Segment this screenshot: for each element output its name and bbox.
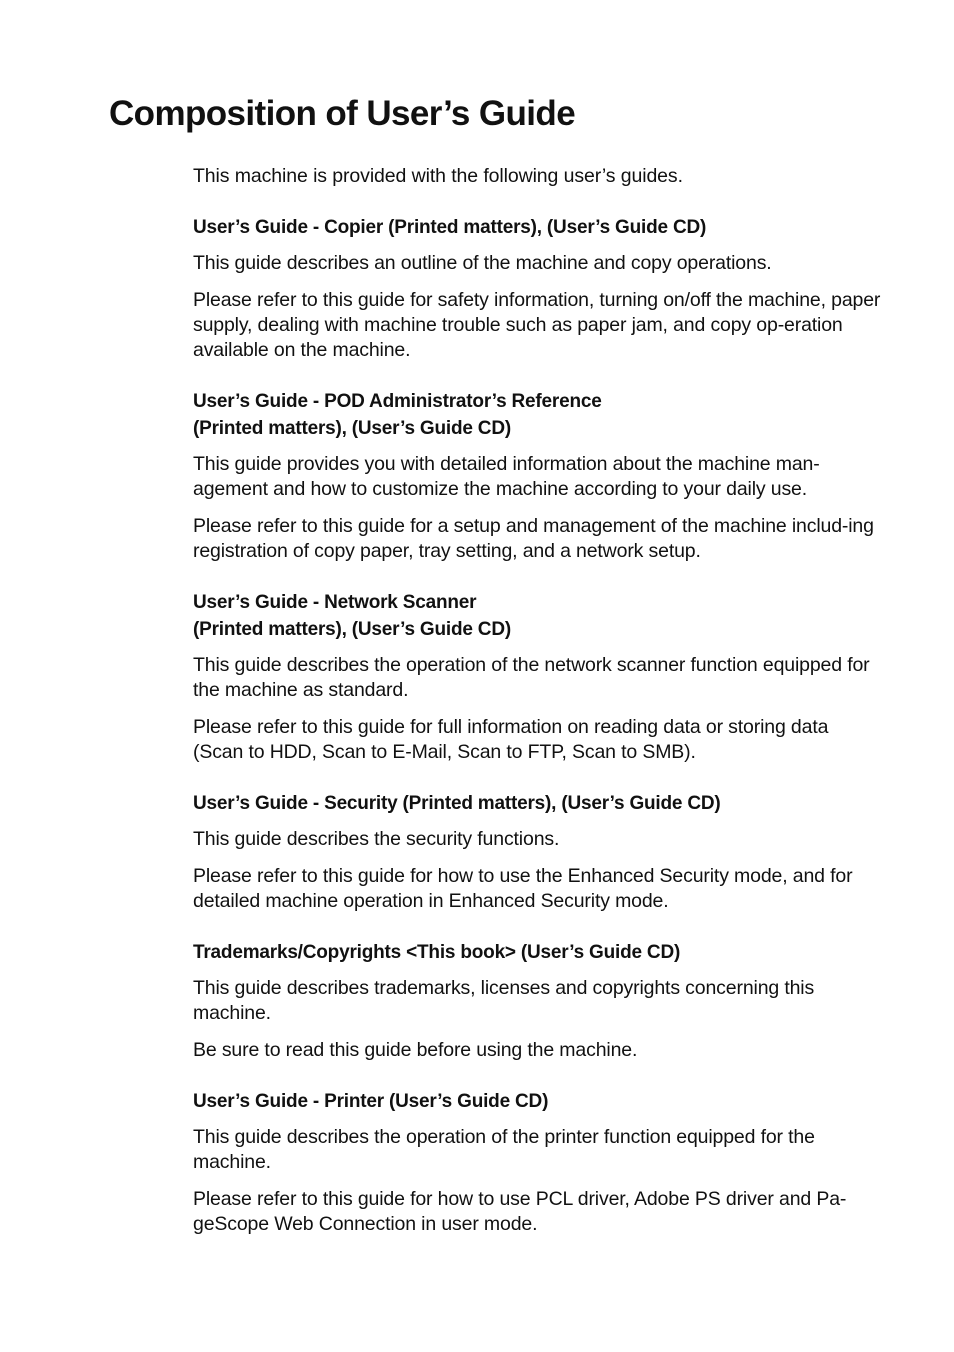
- section-heading-line: User’s Guide - Printer (User’s Guide CD): [193, 1091, 549, 1112]
- section-heading-line: (Printed matters), (User’s Guide CD): [193, 619, 511, 640]
- section-heading: [193, 1088, 883, 1115]
- section-heading: [193, 388, 883, 442]
- section-heading-line: Trademarks/Copyrights <This book> (User’s Guide CD): [193, 942, 681, 963]
- section-paragraph: This guide provides you with detailed information about the machine man-agement and how to customize the machine according to your daily use.: [193, 453, 820, 500]
- guide-section: [193, 790, 883, 914]
- section-paragraph: This guide describes the operation of the printer function equipped for the machine.: [193, 1126, 815, 1173]
- section-heading: [193, 589, 883, 643]
- section-paragraph: This guide describes the operation of the network scanner function equipped for the machine as standard.: [193, 654, 870, 701]
- section-paragraph: This guide describes trademarks, licenses and copyrights concerning this machine.: [193, 977, 815, 1024]
- section-paragraph: Please refer to this guide for a setup and management of the machine includ-ing registration of copy paper, tray setting, and a network setup.: [193, 515, 874, 562]
- intro-text: This machine is provided with the following user’s guides.: [193, 165, 683, 187]
- section-heading: [193, 939, 883, 966]
- section-heading-line: (Printed matters), (User’s Guide CD): [193, 418, 511, 439]
- guide-section: [193, 939, 883, 1063]
- section-paragraph: This guide describes the security functions.: [193, 828, 560, 850]
- guide-section-list: [193, 214, 883, 1237]
- section-paragraph: This guide describes an outline of the machine and copy operations.: [193, 252, 772, 274]
- page-title: Composition of User’s Guide: [109, 94, 576, 133]
- section-heading-line: User’s Guide - POD Administrator’s Reference: [193, 391, 602, 412]
- section-heading: [193, 214, 883, 241]
- guide-content: [193, 164, 883, 1237]
- guide-section: [193, 214, 883, 363]
- section-paragraph: Please refer to this guide for safety information, turning on/off the machine, paper supply, dealing with machine trouble such as paper jam, and copy op-eration available on the machine.: [193, 289, 881, 361]
- section-heading: [193, 790, 883, 817]
- guide-section: [193, 589, 883, 765]
- section-heading-line: User’s Guide - Copier (Printed matters), (User’s Guide CD): [193, 217, 707, 238]
- section-paragraph: Be sure to read this guide before using the machine.: [193, 1039, 638, 1061]
- guide-section: [193, 388, 883, 564]
- section-heading-line: User’s Guide - Network Scanner: [193, 592, 477, 613]
- section-paragraph: Please refer to this guide for how to use PCL driver, Adobe PS driver and Pa-geScope Web Connection in user mode.: [193, 1188, 847, 1235]
- section-heading-line: User’s Guide - Security (Printed matters), (User’s Guide CD): [193, 793, 721, 814]
- section-paragraph: Please refer to this guide for full information on reading data or storing data (Scan to HDD, Scan to E-Mail, Scan to FTP, Scan to SMB).: [193, 716, 829, 763]
- section-paragraph: Please refer to this guide for how to use the Enhanced Security mode, and for detailed machine operation in Enhanced Security mode.: [193, 865, 853, 912]
- guide-section: [193, 1088, 883, 1237]
